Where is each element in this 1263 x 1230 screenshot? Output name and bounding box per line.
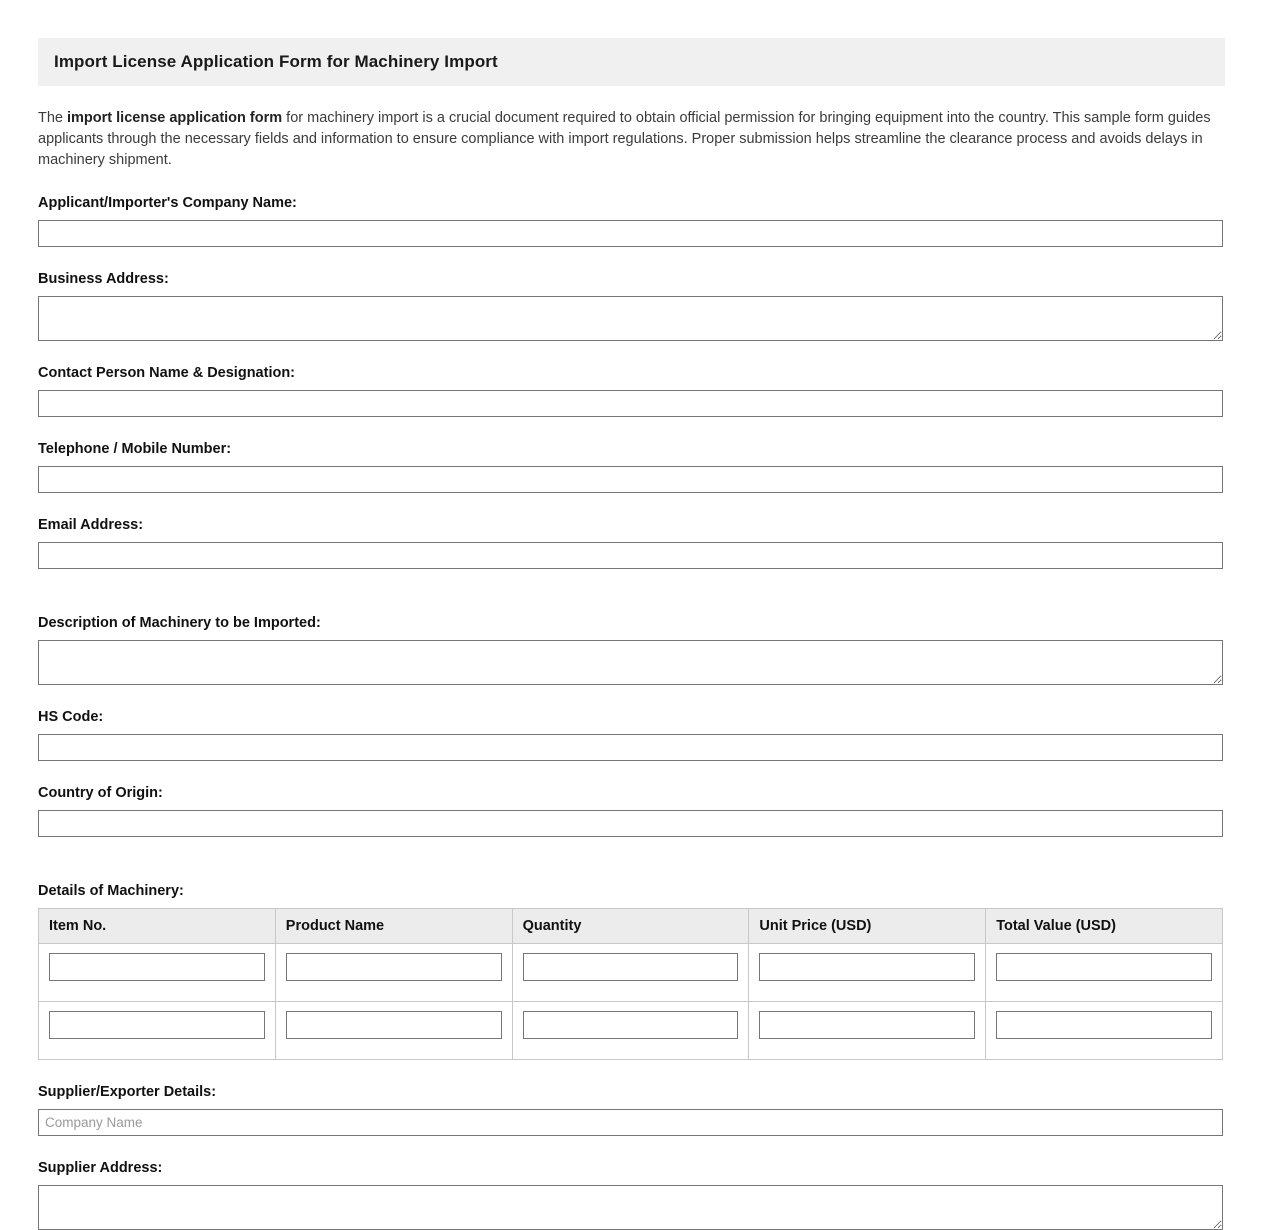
label-details-of-machinery: Details of Machinery: [38,883,184,900]
machinery-details-section [38,883,1225,1060]
page-title: Import License Application Form for Machinery Import [54,52,498,71]
column-header-item-no: Item No. [39,909,276,944]
column-header-total-value: Total Value (USD) [986,909,1223,944]
machinery-description-textarea[interactable] [38,640,1223,685]
field-hs-code [38,709,1225,761]
hs-code-input[interactable] [38,734,1223,761]
field-business-address [38,271,1225,341]
email-input[interactable] [38,542,1223,569]
row-2-item-no-input[interactable] [49,1011,265,1039]
telephone-input[interactable] [38,466,1223,493]
row-1-total-value-input[interactable] [996,953,1212,981]
row-1-item-no-input[interactable] [49,953,265,981]
table-row [39,1002,1223,1060]
table-body [39,944,1223,1060]
table-header-row [39,909,1223,944]
business-address-textarea[interactable] [38,296,1223,341]
table-cell-item-no [39,1002,276,1060]
supplier-address-textarea[interactable] [38,1185,1223,1230]
table-cell-unit-price [749,1002,986,1060]
country-of-origin-input[interactable] [38,810,1223,837]
label-email: Email Address: [38,517,144,534]
table-cell-quantity [512,1002,749,1060]
table-cell-total-value [986,1002,1223,1060]
table-head [39,909,1223,944]
field-email [38,517,1225,569]
contact-person-input[interactable] [38,390,1223,417]
form-header-bar [38,38,1225,86]
intro-bold-phrase: import license application form [67,110,283,126]
label-hs-code: HS Code: [38,709,104,726]
row-2-total-value-input[interactable] [996,1011,1212,1039]
label-country-of-origin: Country of Origin: [38,785,163,802]
intro-lead: The [38,110,68,126]
label-company-name: Applicant/Importer's Company Name: [38,195,297,212]
field-telephone [38,441,1225,493]
table-cell-product-name [275,1002,512,1060]
table-cell-product-name [275,944,512,1002]
table-cell-unit-price [749,944,986,1002]
intro-rest: for machinery import is a crucial document required to obtain official permission for bringing equipment into the country. This sample form guides applicants through the necessary fields and information to ensure compliance with import regulations. Proper submission helps streamline the clearance process and avoids delays in machinery shipment. [38,110,1211,169]
row-1-product-name-input[interactable] [286,953,502,981]
column-header-quantity: Quantity [512,909,749,944]
row-2-quantity-input[interactable] [523,1011,739,1039]
supplier-company-name-input[interactable] [38,1109,1223,1136]
row-2-product-name-input[interactable] [286,1011,502,1039]
column-header-unit-price: Unit Price (USD) [749,909,986,944]
field-company-name [38,195,1225,247]
label-business-address: Business Address: [38,271,169,288]
label-contact-person: Contact Person Name & Designation: [38,365,296,382]
label-supplier-details: Supplier/Exporter Details: [38,1084,217,1101]
field-machinery-description [38,615,1225,685]
field-supplier-address [38,1160,1225,1230]
row-2-unit-price-input[interactable] [759,1011,975,1039]
field-supplier-details [38,1084,1225,1136]
field-country-of-origin [38,785,1225,837]
row-1-quantity-input[interactable] [523,953,739,981]
machinery-details-table [38,908,1223,1060]
field-contact-person [38,365,1225,417]
row-1-unit-price-input[interactable] [759,953,975,981]
table-row [39,944,1223,1002]
company-name-input[interactable] [38,220,1223,247]
table-cell-item-no [39,944,276,1002]
label-machinery-description: Description of Machinery to be Imported: [38,615,321,632]
label-supplier-address: Supplier Address: [38,1160,163,1177]
column-header-product-name: Product Name [275,909,512,944]
label-telephone: Telephone / Mobile Number: [38,441,232,458]
table-cell-total-value [986,944,1223,1002]
intro-paragraph [38,108,1225,171]
table-cell-quantity [512,944,749,1002]
